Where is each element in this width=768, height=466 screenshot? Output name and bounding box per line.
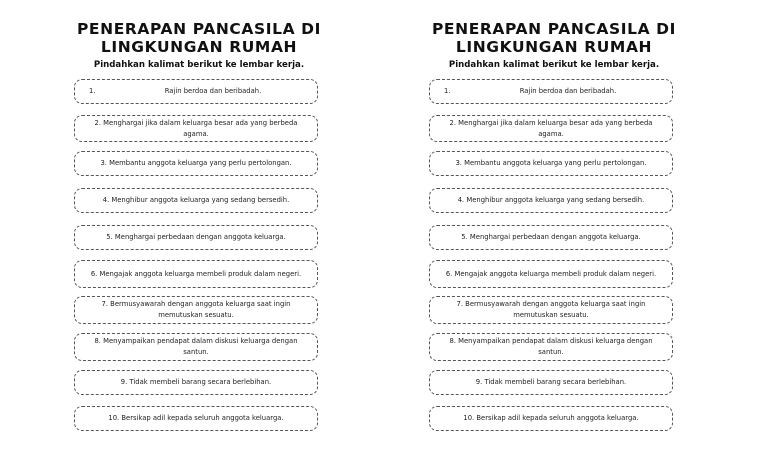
statement-card-3[interactable] <box>74 151 318 176</box>
statement-card-2[interactable] <box>429 115 673 142</box>
statement-text: Rajin berdoa dan beribadah. <box>519 87 617 95</box>
statement-number: 1. <box>89 87 96 95</box>
statement-card-4[interactable] <box>429 188 673 213</box>
worksheet-right <box>384 0 724 466</box>
instruction-text: Pindahkan kalimat berikut ke lembar kerja. <box>93 60 305 70</box>
statement-text: 7. Bermusyawarah dengan anggota keluarga saat ingin memutuskan sesuatu. <box>101 300 291 319</box>
statement-number: 1. <box>444 87 451 95</box>
statement-card-2[interactable] <box>74 115 318 142</box>
statement-card-8[interactable] <box>429 333 673 361</box>
statement-text: 8. Menyampaikan pendapat dalam diskusi keluarga dengan santun. <box>94 337 298 356</box>
statement-text: 9. Tidak membeli barang secara berlebihan. <box>120 378 272 386</box>
title-line-2: LINGKUNGAN RUMAH <box>100 38 298 56</box>
statement-text: 5. Menghargai perbedaan dengan anggota keluarga. <box>461 233 641 241</box>
statement-card-6[interactable] <box>429 260 673 288</box>
statement-card-7[interactable] <box>74 296 318 324</box>
statement-card-1[interactable] <box>74 79 318 104</box>
title-line-1: PENERAPAN PANCASILA DI <box>431 20 677 38</box>
worksheet-title <box>29 20 369 56</box>
worksheet-left <box>29 0 369 466</box>
statement-text: 7. Bermusyawarah dengan anggota keluarga saat ingin memutuskan sesuatu. <box>456 300 646 319</box>
statement-text: 6. Mengajak anggota keluarga membeli produk dalam negeri. <box>90 269 302 278</box>
statement-card-5[interactable] <box>74 225 318 250</box>
statement-text: 2. Menghargai jika dalam keluarga besar ada yang berbeda agama. <box>449 118 653 138</box>
statement-card-10[interactable] <box>429 406 673 431</box>
title-line-1: PENERAPAN PANCASILA DI <box>76 20 322 38</box>
statement-text: 8. Menyampaikan pendapat dalam diskusi keluarga dengan santun. <box>449 337 653 356</box>
statement-text: 5. Menghargai perbedaan dengan anggota keluarga. <box>106 233 286 241</box>
statement-text: 4. Menghibur anggota keluarga yang sedang bersedih. <box>102 196 290 204</box>
statement-card-4[interactable] <box>74 188 318 213</box>
statement-text: 4. Menghibur anggota keluarga yang sedang bersedih. <box>457 196 645 204</box>
statement-card-10[interactable] <box>74 406 318 431</box>
statement-card-9[interactable] <box>429 370 673 395</box>
statement-card-3[interactable] <box>429 151 673 176</box>
statement-text: 3. Membantu anggota keluarga yang perlu pertolongan. <box>455 159 647 167</box>
statement-card-9[interactable] <box>74 370 318 395</box>
title-line-2: LINGKUNGAN RUMAH <box>455 38 653 56</box>
statement-text: 3. Membantu anggota keluarga yang perlu pertolongan. <box>100 159 292 167</box>
statement-card-8[interactable] <box>74 333 318 361</box>
instruction-text: Pindahkan kalimat berikut ke lembar kerja. <box>448 60 660 70</box>
statement-text: 10. Bersikap adil kepada seluruh anggota keluarga. <box>108 414 284 422</box>
statement-card-1[interactable] <box>429 79 673 104</box>
worksheet-title <box>384 20 724 56</box>
statement-text: Rajin berdoa dan beribadah. <box>164 87 262 95</box>
statement-card-5[interactable] <box>429 225 673 250</box>
statement-card-7[interactable] <box>429 296 673 324</box>
statement-text: 10. Bersikap adil kepada seluruh anggota keluarga. <box>463 414 639 422</box>
statement-text: 6. Mengajak anggota keluarga membeli produk dalam negeri. <box>445 269 657 278</box>
statement-text: 9. Tidak membeli barang secara berlebihan. <box>475 378 627 386</box>
statement-card-6[interactable] <box>74 260 318 288</box>
statement-text: 2. Menghargai jika dalam keluarga besar ada yang berbeda agama. <box>94 118 298 138</box>
